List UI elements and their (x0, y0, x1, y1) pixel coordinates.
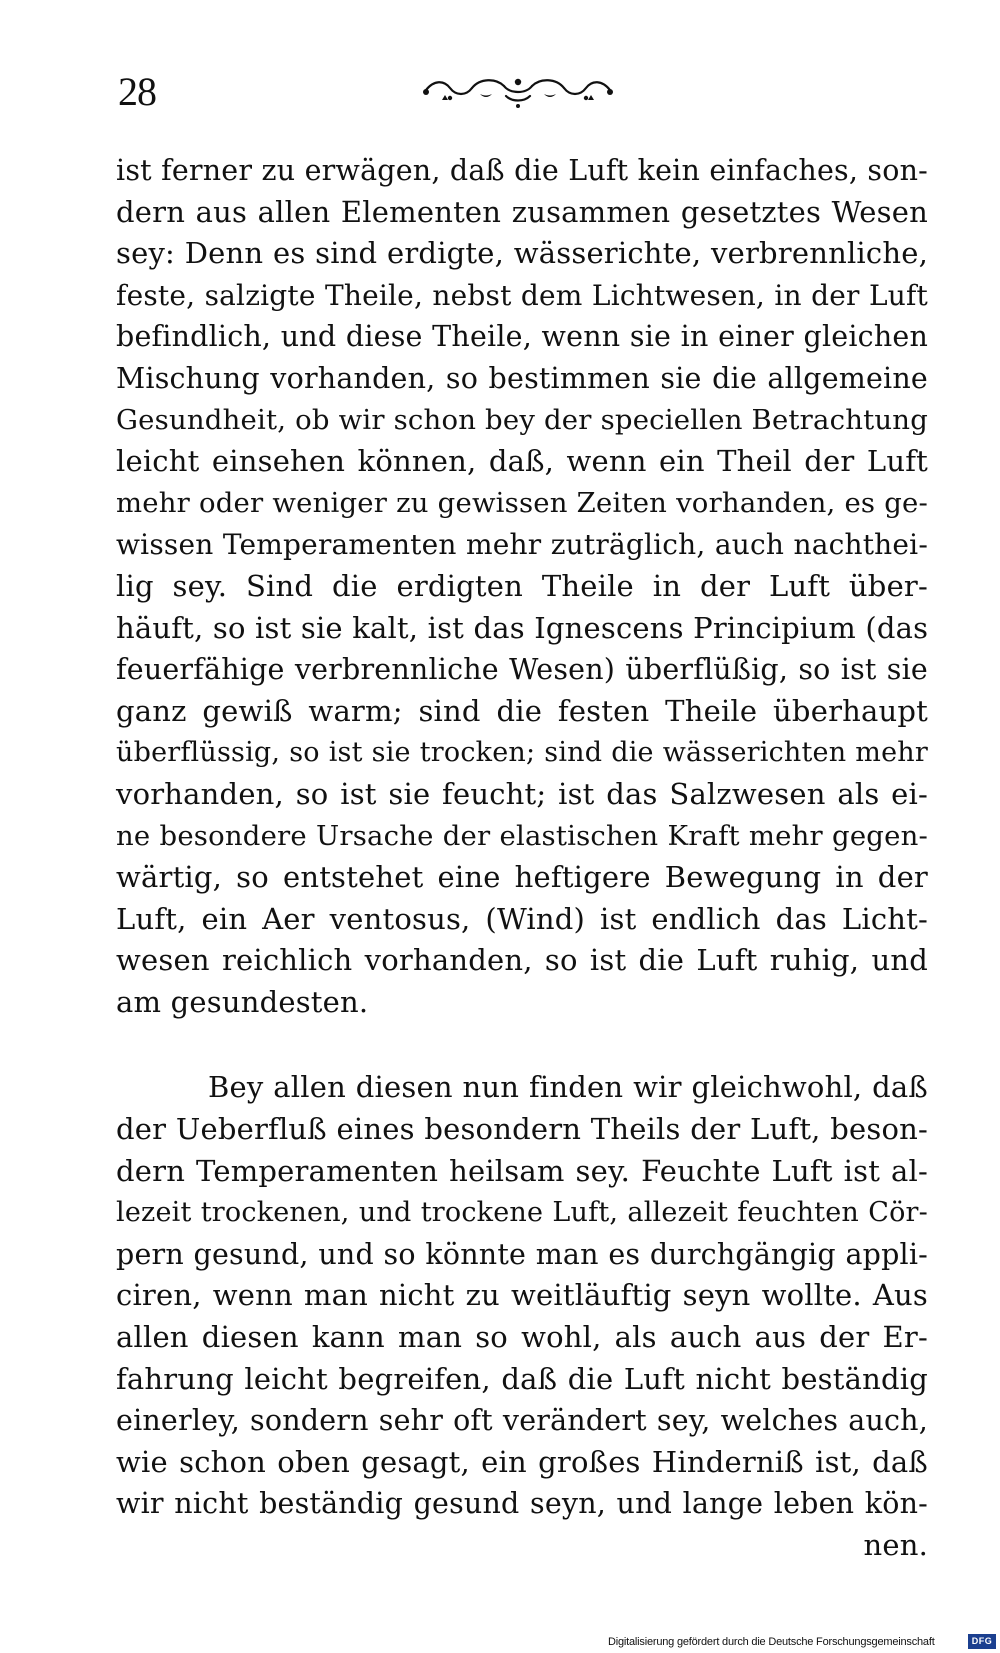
text-line: leicht einsehen können, daß, wenn ein Theil der Luft (116, 444, 928, 479)
text-line: sey: Denn es sind erdigte, wässerichte, verbrennliche, (116, 236, 928, 271)
text-line: ciren, wenn man nicht zu weitläuftig seyn wollte. Aus (116, 1278, 928, 1313)
text-line: Bey allen diesen nun finden wir gleichwohl, daß (208, 1070, 928, 1105)
text-line: der Ueberfluß eines besondern Theils der Luft, beson- (116, 1112, 928, 1147)
text-line: fahrung leicht begreifen, daß die Luft nicht beständig (116, 1361, 928, 1396)
text-line: überflüssig, so ist sie trocken; sind die wässerichten mehr (116, 737, 928, 769)
text-line: mehr oder weniger zu gewissen Zeiten vorhanden, es ge- (116, 486, 928, 519)
text-line: ist ferner zu erwägen, daß die Luft kein einfaches, son- (116, 154, 928, 187)
page-number: 28 (118, 69, 156, 114)
text-line: dern Temperamenten heilsam sey. Feuchte Luft ist al- (116, 1153, 928, 1188)
text-line: häuft, so ist sie kalt, ist das Ignescens Principium (das (116, 610, 929, 645)
text-line: lig sey. Sind die erdigten Theile in der Luft über- (116, 568, 928, 603)
dfg-logo: DFG (968, 1634, 996, 1649)
text-line: am gesundesten. (116, 984, 369, 1019)
paragraph-1 (116, 150, 928, 1023)
digitization-credit: Digitalisierung gefördert durch die Deutsche Forschungsgemeinschaft (608, 1636, 935, 1648)
text-line: pern gesund, und so könnte man es durchgängig appli- (116, 1237, 928, 1271)
decorative-vignette-icon (420, 72, 616, 112)
text-line: wie schon oben gesagt, ein großes Hinderniß ist, daß (116, 1444, 928, 1479)
text-line: Gesundheit, ob wir schon bey der speciellen Betrachtung (116, 403, 929, 436)
text-line: ne besondere Ursache der elastischen Kraft mehr gegen- (116, 819, 928, 852)
text-line: befindlich, und diese Theile, wenn sie in einer gleichen (116, 320, 928, 354)
text-line: Luft, ein Aer ventosus, (Wind) ist endlich das Licht- (116, 901, 928, 936)
text-line: wir nicht beständig gesund seyn, und lange leben kön- (116, 1487, 928, 1521)
text-line: nen. (863, 1528, 928, 1562)
paragraph-2 (116, 1067, 928, 1566)
text-line: wesen reichlich vorhanden, so ist die Luft ruhig, und (116, 943, 928, 978)
text-line: wärtig, so entstehet eine heftigere Bewegung in der (116, 860, 928, 895)
text-line: vorhanden, so ist sie feucht; ist das Salzwesen als ei- (116, 776, 928, 811)
text-line: feste, salzigte Theile, nebst dem Lichtwesen, in der Luft (116, 278, 928, 312)
text-line: lezeit trockenen, und trockene Luft, allezeit feuchten Cör- (116, 1197, 928, 1229)
paragraph-gap (116, 1023, 928, 1067)
text-line: Mischung vorhanden, so bestimmen sie die allgemeine (116, 361, 928, 395)
text-line: allen diesen kann man so wohl, als auch aus der Er- (116, 1320, 928, 1355)
text-line: einerley, sondern sehr oft verändert sey, welches auch, (116, 1404, 928, 1438)
body-text (116, 150, 928, 1567)
text-line: ganz gewiß warm; sind die festen Theile überhaupt (116, 693, 928, 728)
text-line: dern aus allen Elementen zusammen gesetztes Wesen (116, 194, 928, 229)
text-line: feuerfähige verbrennliche Wesen) überflüßig, so ist sie (116, 653, 928, 687)
text-line: wissen Temperamenten mehr zuträglich, auch nachthei- (116, 528, 928, 562)
